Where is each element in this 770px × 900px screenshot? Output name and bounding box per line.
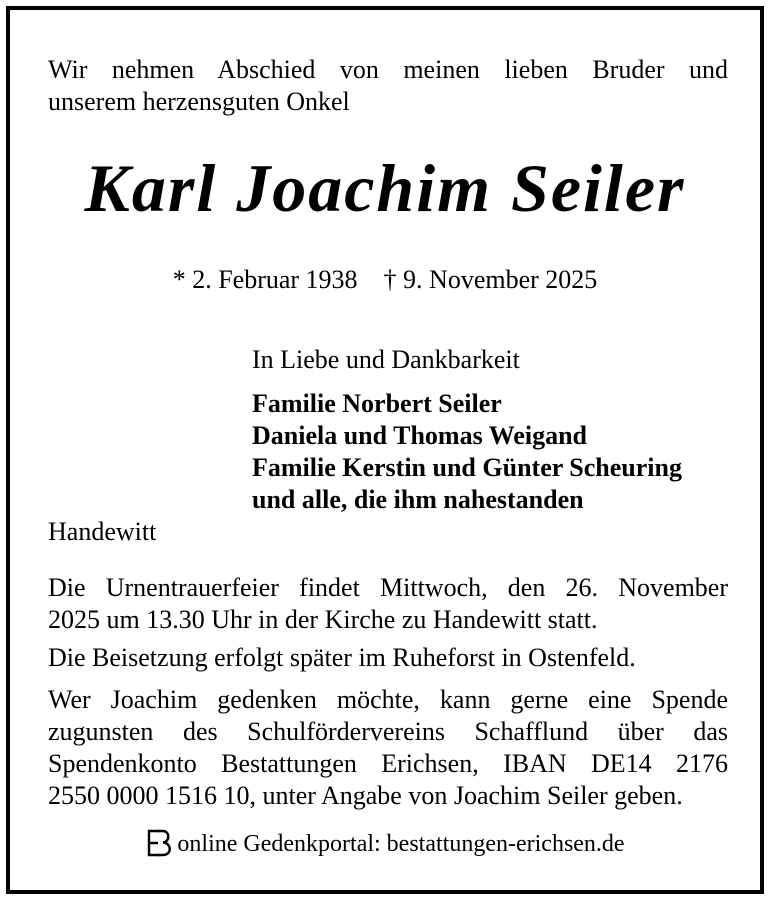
place-name: Handewitt <box>48 517 157 546</box>
burial-line: Die Beisetzung erfolgt später im Ruheforst in Ostenfeld. <box>48 643 636 672</box>
donation-line: 2550 0000 1516 10, unter Angabe von Joachim Seiler geben. <box>48 781 683 810</box>
donation-line: Wer Joachim gedenken möchte, kann gerne eine Spende <box>48 685 728 714</box>
life-dates <box>10 264 760 296</box>
portal-text: online Gedenkportal: bestattungen-erichsen.de <box>177 831 625 857</box>
birth-date: * 2. Februar 1938 <box>172 265 358 294</box>
donation-text <box>48 684 728 812</box>
intro-line: Wir nehmen Abschied von meinen lieben Bruder und <box>48 55 728 84</box>
mourner-line: und alle, die ihm nahestanden <box>252 485 584 514</box>
donation-line: Spendenkonto Bestattungen Erichsen, IBAN DE14 2176 <box>48 749 728 778</box>
intro-text <box>48 54 728 118</box>
ceremony-line: Die Urnentrauerfeier findet Mittwoch, den 26. November <box>48 573 728 602</box>
portal-line <box>10 828 760 860</box>
deceased-name: Karl Joachim Seiler <box>84 150 686 226</box>
obituary-notice <box>6 6 764 894</box>
tribute-text: In Liebe und Dankbarkeit <box>252 345 520 374</box>
mourner-line: Familie Norbert Seiler <box>252 389 502 418</box>
intro-line: unserem herzensguten Onkel <box>48 87 350 116</box>
mourner-line: Daniela und Thomas Weigand <box>252 421 587 450</box>
death-date: † 9. November 2025 <box>383 265 598 294</box>
ceremony-text <box>48 572 728 636</box>
donation-line: zugunsten des Schulfördervereins Schafflund über das <box>48 717 728 746</box>
burial-text <box>48 642 728 674</box>
mourners-list <box>252 388 682 516</box>
ceremony-line: 2025 um 13.30 Uhr in der Kirche zu Handewitt statt. <box>48 605 598 634</box>
eb-logo-icon <box>145 828 175 858</box>
mourner-line: Familie Kerstin und Günter Scheuring <box>252 453 682 482</box>
